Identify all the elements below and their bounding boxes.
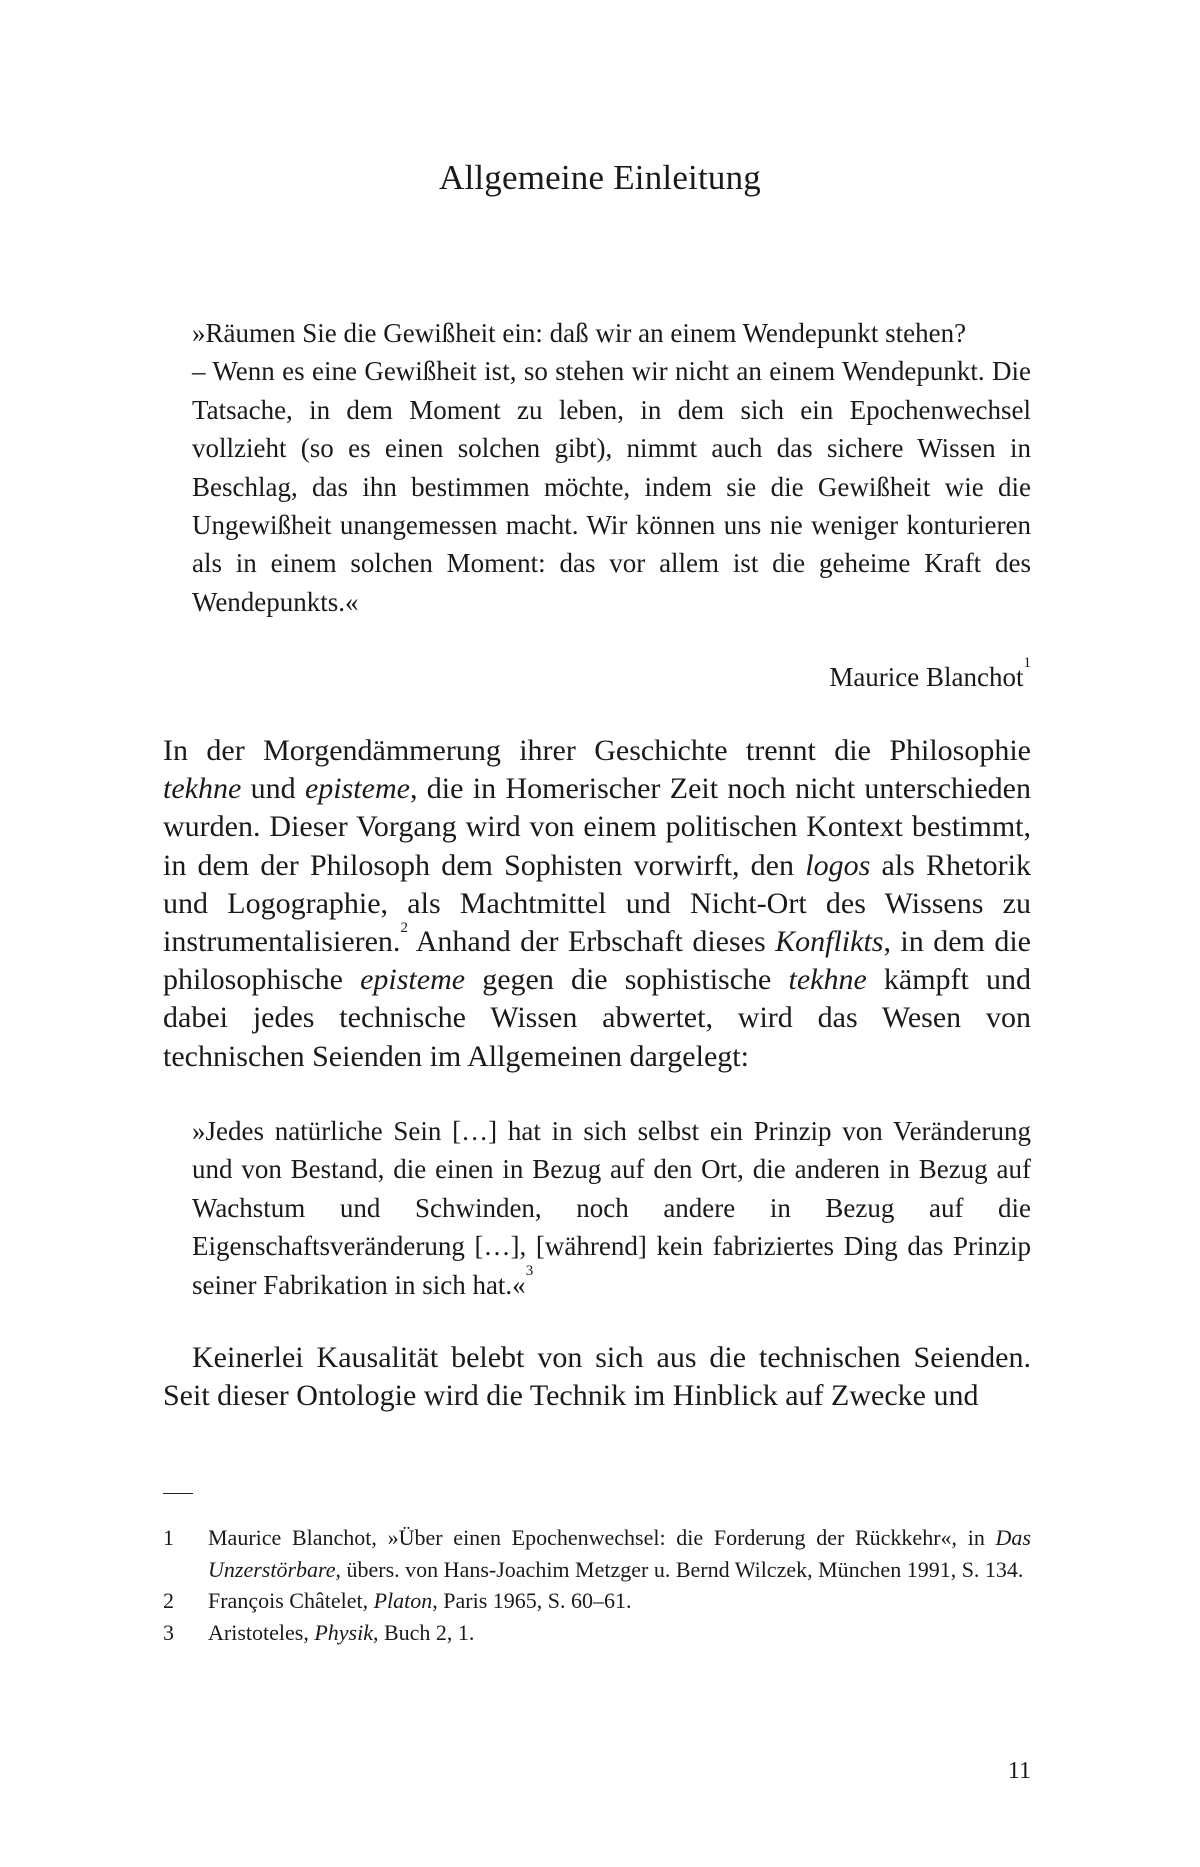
footnote-part: , Buch 2, 1.: [372, 1619, 475, 1645]
quote-text: »Jedes natürliche Sein […] hat in sich selbst ein Prinzip von Veränderung und von Bestand, die einen in Bezug auf den Ort, die anderen in Bezug auf Wachstum und Schwinden, noch andere in Bezug auf die Eigenschaftsveränderung […], [während] kein fabriziertes Ding das Prinzip seiner Fabrikation in sich hat.«: [192, 1116, 1031, 1300]
body-text: kämpft und dabei jedes technische Wissen abwertet, wird das Wesen von technischen Seienden im Allgemeinen dargelegt:: [163, 963, 1031, 1073]
footnote-3: [163, 1617, 1031, 1649]
body-paragraph-2: Keinerlei Kausalität belebt von sich aus die technischen Seienden. Seit dieser Ontologie wird die Technik im Hinblick auf Zwecke und: [163, 1341, 1031, 1413]
body-text: als Rhetorik und Logographie, als Machtmittel und Nicht-Ort des Wissens zu instrumentalisieren.: [163, 848, 1032, 959]
italic-term: Konflikts: [775, 925, 884, 959]
body-paragraph-1: [163, 732, 1031, 1076]
italic-term: tekhne: [163, 772, 242, 806]
footnote-number: 1: [163, 1525, 174, 1550]
epigraph-answer: – Wenn es eine Gewißheit ist, so stehen wir nicht an einem Wendepunkt. Die Tatsache, in dem Moment zu leben, in dem sich ein Epochenwechsel vollzieht (so es einen solchen gibt), nimmt auch das sichere Wissen in Beschlag, das ihn bestimmen möchte, indem sie die Gewißheit wie die Ungewißheit unangemessen macht. Wir können uns nie weniger konturieren als in einem solchen Moment: das vor allem ist die geheime Kraft des Wendepunkts.«: [192, 356, 1031, 617]
footnote-text: [208, 1585, 1031, 1617]
block-quote: [192, 1112, 1031, 1304]
epigraph: [192, 314, 1031, 621]
footnote-part: Maurice Blanchot, »Über einen Epochenwechsel: die Forderung der Rückkehr«, in: [208, 1525, 996, 1550]
body-text: , in dem die philosophische: [163, 925, 1031, 997]
page-number: 11: [1007, 1758, 1031, 1784]
italic-term: episteme: [360, 963, 466, 997]
italic-term: episteme: [304, 772, 410, 806]
epigraph-question: »Räumen Sie die Gewißheit ein: daß wir an einem Wendepunkt stehen?: [192, 318, 967, 348]
epigraph-attribution: [192, 655, 1031, 696]
footnote-2: [163, 1585, 1031, 1617]
footnote-number: 3: [163, 1619, 174, 1645]
footnote-title: Das Unzerstörbare: [208, 1525, 1031, 1582]
footnote-part: Aristoteles,: [208, 1619, 315, 1645]
chapter-title: Allgemeine Einleitung: [438, 158, 762, 197]
body-text: Anhand der Erbschaft dieses: [407, 925, 776, 959]
italic-term: tekhne: [788, 963, 867, 997]
footnote-1: [163, 1522, 1031, 1585]
italic-term: logos: [805, 848, 871, 882]
footnotes: [163, 1522, 1031, 1648]
footnote-text: [208, 1617, 1031, 1649]
footnote-separator: [163, 1493, 193, 1494]
footnote-title: Platon: [373, 1588, 433, 1613]
body-text: In der Morgendämmerung ihrer Geschichte trennt die Philosophie: [163, 734, 1031, 767]
footnote-text: [208, 1522, 1031, 1585]
footnote-number: 2: [163, 1588, 174, 1613]
footnote-part: , Paris 1965, S. 60–61.: [432, 1588, 632, 1613]
footnote-ref-3[interactable]: 3: [525, 1262, 534, 1279]
footnote-part: François Châtelet,: [208, 1588, 374, 1613]
footnote-title: Physik: [314, 1619, 373, 1645]
footnote-ref-1[interactable]: 1: [1023, 655, 1031, 671]
epigraph-author: Maurice Blanchot: [829, 662, 1024, 692]
footnote-part: , übers. von Hans-Joachim Metzger u. Bernd Wilczek, München 1991, S. 134.: [335, 1556, 1024, 1582]
footnote-ref-2[interactable]: 2: [400, 920, 408, 937]
body-text: und: [241, 772, 305, 806]
body-text: , die in Homerischer Zeit noch nicht unterschieden wurden. Dieser Vorgang wird von einem politischen Kontext bestimmt, in dem der Philosoph dem Sophisten vorwirft, den: [163, 772, 1032, 882]
body-text: gegen die sophistische: [465, 963, 789, 997]
